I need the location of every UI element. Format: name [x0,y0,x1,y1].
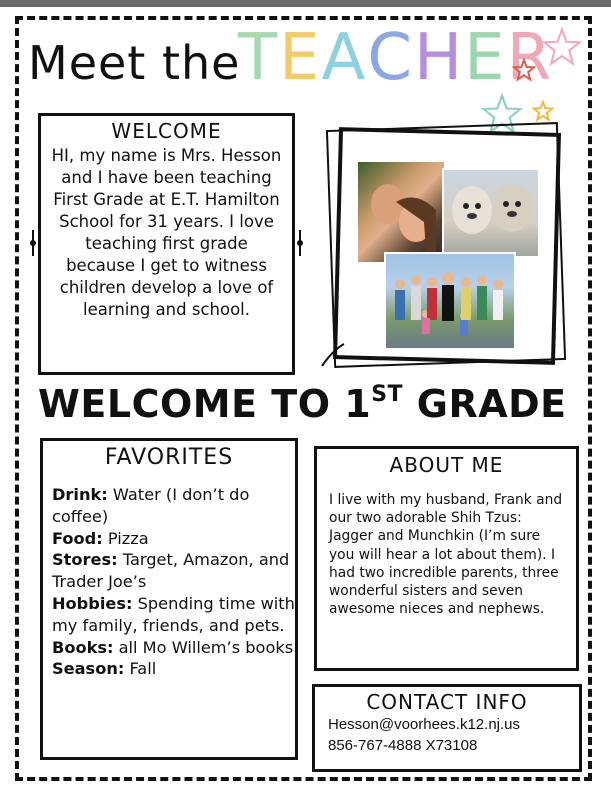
decorative-flourish [318,340,348,370]
favorite-value: Pizza [102,528,149,548]
star-icon [512,58,536,82]
star-outline [534,102,552,120]
favorite-label: Books: [52,637,114,657]
contact-heading: CONTACT INFO [366,690,528,714]
welcome-text: HI, my name is Mrs. Hesson and I have been teaching First Grade at E.T. Hamilton School for 31 years. I love teaching first grade because I get to witness children develop a love of learning and school. [51,146,282,319]
selfie-faces [358,162,444,262]
banner-superscript: ST [371,382,404,407]
favorites-box [40,438,298,760]
welcome-grade-heading [38,382,578,426]
title-letter: E [464,21,507,95]
favorite-label: Season: [52,659,125,679]
dogs-photo [442,168,540,258]
favorites-heading: FAVORITES [104,445,234,470]
favorite-value: all Mo Willem’s books [113,637,294,657]
welcome-box [38,113,295,375]
decorative-flourish [26,228,40,258]
star-icon [532,100,554,122]
contact-info-box [312,684,582,772]
favorite-label: Drink: [52,485,108,504]
favorite-value: Spending time with my family, friends, and pets. [52,593,295,635]
contact-phone: 856-767-4888 X73108 [328,737,478,754]
title-letter: R [506,21,554,95]
about-me-box [314,446,579,671]
group-people [386,254,514,348]
title-letter: T [238,21,280,95]
star-icon [541,26,583,68]
about-text: I live with my husband, Frank and our two adorable Shih Tzus: Jagger and Munchkin (I’m sure you will hear a lot about them). I had two incredible parents, three wonderful sisters and seven awesome nieces and nephews. [329,492,563,618]
title-teacher [238,21,554,95]
contact-email[interactable]: Hesson@voorhees.k12.nj.us [328,716,520,733]
banner-end: GRADE [403,382,567,426]
title-meet: Meet the [28,36,241,90]
star-outline [545,30,580,64]
group-photo [384,252,516,350]
favorite-item [52,637,295,659]
favorite-value: Water (I don’t do coffee) [52,485,250,526]
top-bar [0,0,611,7]
dogs-illustration [444,170,538,256]
favorites-list [52,484,295,680]
title-letter: C [367,21,414,95]
favorite-label: Stores: [52,550,118,570]
about-heading: ABOUT ME [389,453,504,477]
favorite-value: Fall [124,659,157,679]
favorite-item [52,593,295,637]
title-letter: A [321,21,368,95]
banner-main: WELCOME TO 1 [38,382,372,426]
star-outline [514,60,534,80]
favorite-item [52,549,295,593]
favorite-item [52,484,295,528]
family-selfie-photo [356,160,446,264]
favorite-value: Target, Amazon, and Trader Joe’s [52,550,290,592]
title-letter: E [279,21,322,95]
title-letter: H [414,21,465,95]
favorite-label: Hobbies: [52,593,133,613]
favorite-item [52,528,295,550]
favorite-item [52,658,295,680]
decorative-flourish [293,228,307,258]
welcome-heading: WELCOME [111,119,222,143]
favorite-label: Food: [52,528,103,548]
